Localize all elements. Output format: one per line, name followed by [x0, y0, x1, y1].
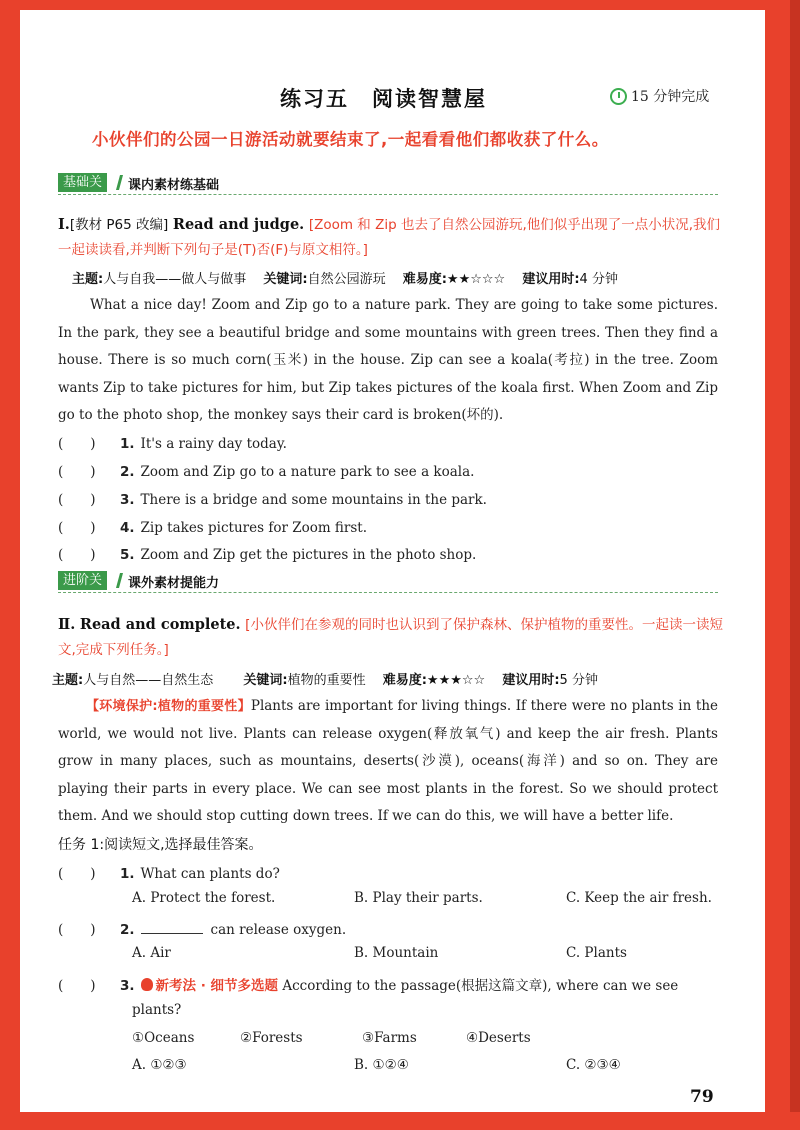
passage-lead: 【环境保护:植物的重要性】: [86, 699, 251, 714]
choice-1: ①Oceans: [132, 1030, 195, 1046]
page-number: 79: [690, 1087, 714, 1107]
question-header-1: [58, 212, 723, 263]
passage-2: 【环境保护:植物的重要性】Plants are important for living things. If there were no plants in the world, we would not live. Plants can release oxygen(释放氧气) and keep the air fresh. Plants grow in many places, such as mountains, deserts(沙漠), oceans(海洋) and so on. They are playing their parts in every place. We can see most plants in the forest. So we should protect them. And we should stop cutting down trees. If we can do this, we will have a better life.: [58, 698, 718, 824]
option-c: C. Plants: [566, 945, 627, 961]
meta-info-1: 主题:人与自我——做人与做事 关键词:自然公园游玩 难易度:★★☆☆☆ 建议用时:4 分钟: [72, 272, 618, 287]
task-title: 任务 1:阅读短文,选择最佳答案。: [58, 837, 263, 853]
timer: [610, 86, 709, 106]
question-instruction: Read and complete.: [79, 616, 241, 633]
question-instruction: Read and judge.: [172, 216, 305, 233]
section-label: 课内素材练基础: [128, 178, 220, 193]
question-note: [Zoom 和 Zip 也去了自然公园游玩,他们似乎出现了一点小状况,我们一起读读看,并判断下列句子是(T)否(F)与原文相符。]: [58, 217, 721, 258]
passage-1: What a nice day! Zoom and Zip go to a nature park. They are going to take some pictures. In the park, they see a beautiful bridge and some mountains with green trees. Then they find a house. There is so much corn(玉米) in the house. Zip can see a koala(考拉) in the tree. Zoom wants Zip to take pictures for him, but Zip takes pictures of the koala first. When Zoom and Zip go to the photo shop, the monkey says their card is broken(坏的).: [58, 297, 718, 423]
option-a: A. ①②③: [132, 1057, 187, 1073]
answer-blank: [141, 922, 203, 934]
option-b: B. Play their parts.: [354, 890, 483, 906]
choice-2: ②Forests: [240, 1030, 303, 1046]
tag-divider: [116, 175, 123, 190]
clock-icon: [610, 88, 627, 105]
question-header-2: [58, 612, 723, 663]
meta-info-2: 主题:人与自然——自然生态 关键词:植物的重要性 难易度:★★★☆☆ 建议用时:5 分钟: [52, 673, 598, 688]
question-3-continued: plants?: [132, 1002, 182, 1018]
section-tag: 基础关: [58, 173, 107, 192]
new-method-tag: 新考法 · 细节多选题: [155, 978, 279, 994]
judge-item-3: ( ) 3. There is a bridge and some mountains in the park.: [58, 492, 487, 508]
section-bar-basic: [58, 173, 718, 195]
judge-item-2: ( ) 2. Zoom and Zip go to a nature park to see a koala.: [58, 464, 475, 480]
timer-text: 15 分钟完成: [631, 89, 710, 105]
lightbulb-icon: [141, 978, 153, 991]
choice-3: ③Farms: [362, 1030, 417, 1046]
right-edge-shadow: [790, 0, 800, 1130]
judge-item-1: ( ) 1. It's a rainy day today.: [58, 436, 287, 452]
option-a: A. Protect the forest.: [132, 890, 276, 906]
question-note: [小伙伴们在参观的同时也认识到了保护森林、保护植物的重要性。一起读一读短文,完成下列任务。]: [58, 617, 723, 658]
option-c: C. ②③④: [566, 1057, 621, 1073]
tag-divider: [116, 573, 123, 588]
option-a: A. Air: [132, 945, 171, 961]
choice-4: ④Deserts: [466, 1030, 531, 1046]
section-label: 课外素材提能力: [128, 576, 220, 591]
page-title: 练习五 阅读智慧屋: [280, 87, 487, 111]
mc-question-1: ( ) 1. What can plants do?: [58, 866, 280, 882]
section-bar-advanced: [58, 571, 718, 593]
bottom-color-strip: [0, 1112, 800, 1130]
option-c: C. Keep the air fresh.: [566, 890, 712, 906]
option-b: B. ①②④: [354, 1057, 409, 1073]
mc-question-2: ( ) 2. can release oxygen.: [58, 922, 347, 938]
question-number: Ⅱ.: [58, 616, 76, 633]
option-b: B. Mountain: [354, 945, 439, 961]
judge-item-5: ( ) 5. Zoom and Zip get the pictures in the photo shop.: [58, 547, 477, 563]
question-number: Ⅰ.: [58, 216, 70, 233]
judge-item-4: ( ) 4. Zip takes pictures for Zoom first.: [58, 520, 368, 536]
mc-question-3: ( ) 3. 新考法 · 细节多选题 According to the passage(根据这篇文章), where can we see: [58, 978, 679, 994]
intro-text: 小伙伴们的公园一日游活动就要结束了,一起看看他们都收获了什么。: [92, 130, 609, 149]
question-source: [教材 P65 改编]: [69, 217, 169, 233]
section-tag: 进阶关: [58, 571, 107, 590]
